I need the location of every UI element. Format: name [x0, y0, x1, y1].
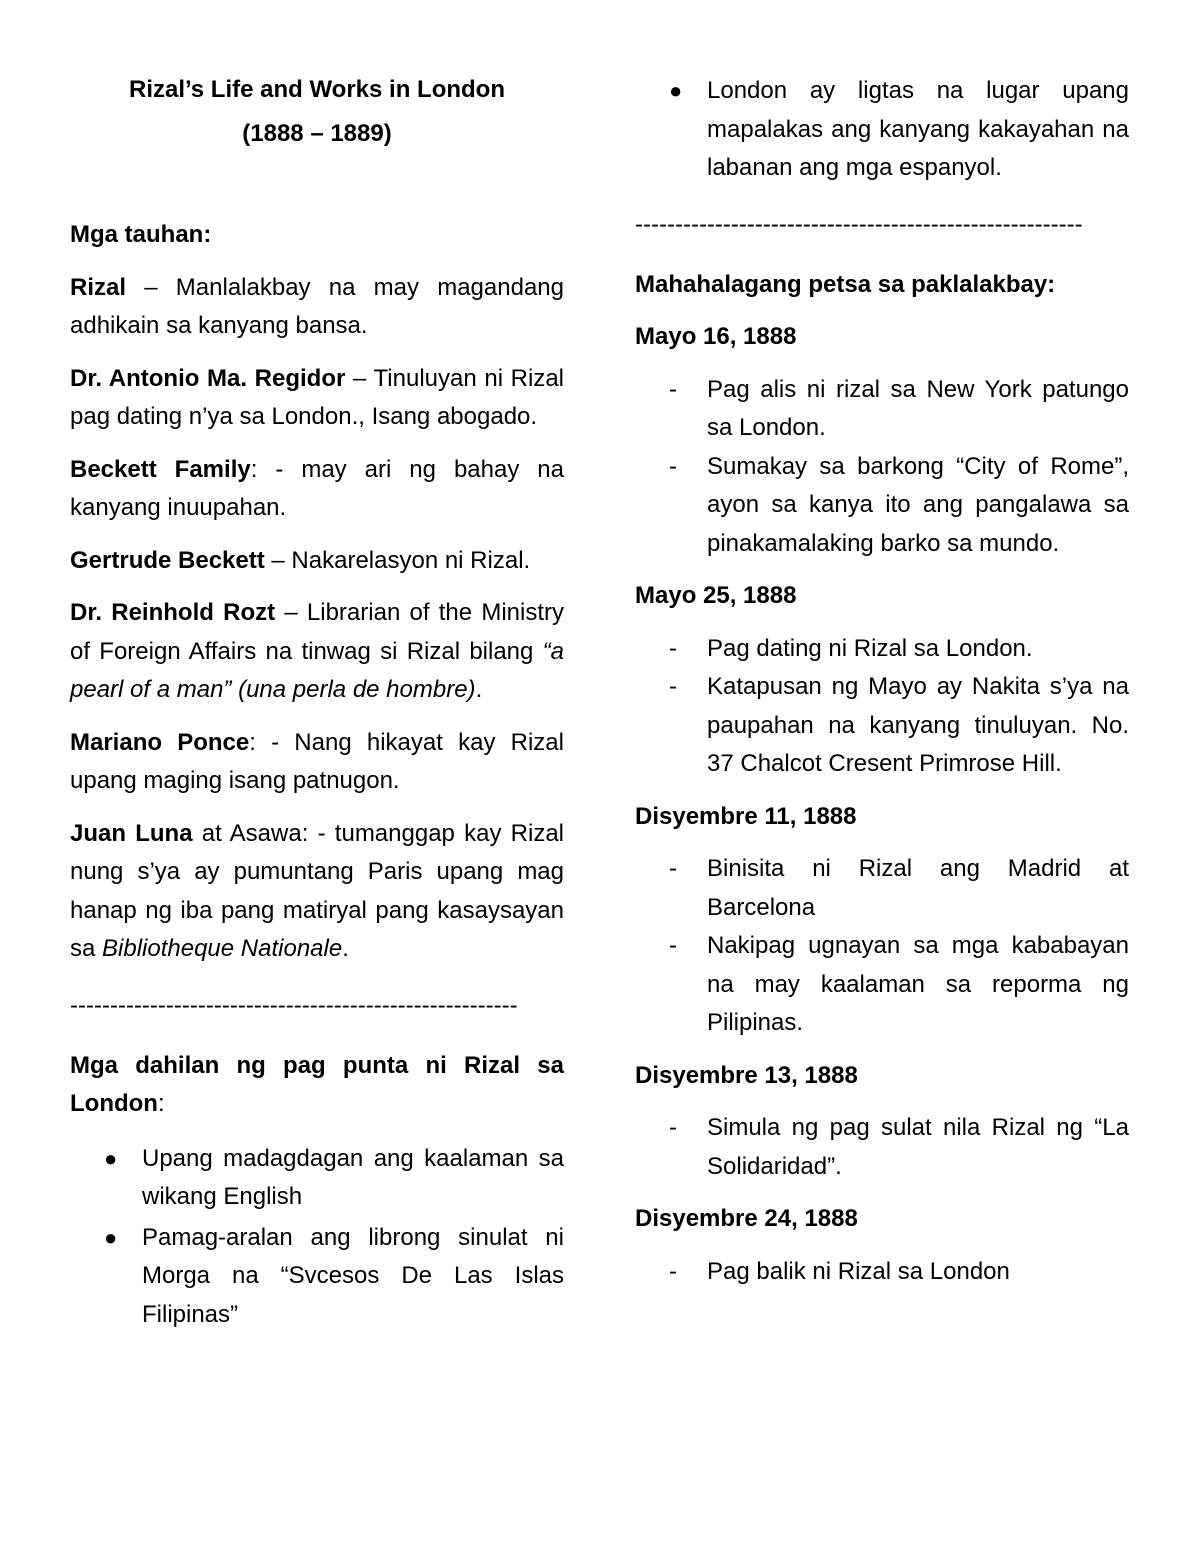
character-entry: Beckett Family: - may ari ng bahay na kanyang inuupahan. [70, 455, 565, 521]
date-heading: Mayo 25, 1888 [635, 582, 797, 609]
character-entry: Mariano Ponce: - Nang hikayat kay Rizal upang maging isang patnugon. [70, 728, 564, 794]
left-column [70, 68, 564, 1334]
list-item: - Nakipag ugnayan sa mga kababayan na may kaalaman sa reporma ng Pilipinas. [635, 927, 1129, 1043]
date-heading: Disyembre 13, 1888 [635, 1061, 858, 1089]
reasons-list-continued [635, 72, 1129, 188]
date-events-list [635, 850, 1129, 1043]
characters-heading: Mga tauhan: [70, 221, 212, 248]
date-events-list [635, 371, 1129, 564]
list-item: - Sumakay sa barkong “City of Rome”, ayon sa kanya ito ang pangalawa sa pinakamalaking barko sa mundo. [635, 448, 1129, 564]
date-heading: Disyembre 24, 1888 [635, 1205, 858, 1232]
dash-icon: - [669, 673, 677, 700]
right-column [635, 68, 1129, 1291]
reasons-list [70, 1140, 564, 1335]
list-item: - Pag dating ni Rizal sa London. [635, 630, 1129, 669]
list-item: ● Pamag-aralan ang librong sinulat ni Morga na “Svcesos De Las Islas Filipinas” [70, 1219, 564, 1335]
dash-icon: - [669, 855, 677, 882]
dash-icon: - [669, 375, 677, 403]
character-entry: Gertrude Beckett – Nakarelasyon ni Rizal. [70, 546, 531, 574]
list-item: ● Upang madagdagan ang kaalaman sa wikang English [70, 1140, 564, 1217]
list-item: - Katapusan ng Mayo ay Nakita s’ya na paupahan na kanyang tinuluyan. No. 37 Chalcot Cresent Primrose Hill. [635, 668, 1129, 784]
dash-icon: - [669, 1257, 677, 1285]
bullet-icon: ● [104, 1145, 118, 1171]
date-events-list [635, 630, 1129, 784]
document-title: Rizal’s Life and Works in London [128, 76, 506, 103]
character-entry: Rizal – Manlalakbay na may magandang adhikain sa kanyang bansa. [70, 273, 564, 339]
dash-icon: - [669, 452, 677, 480]
character-entry: Dr. Reinhold Rozt – Librarian of the Ministry of Foreign Affairs na tinwag si Rizal bilang “a pearl of a man” (una perla de hombre). [70, 599, 565, 703]
bullet-icon: ● [104, 1224, 118, 1250]
dates-heading: Mahahalagang petsa sa paklalakbay: [635, 270, 1056, 298]
dash-icon: - [669, 634, 677, 662]
date-events-list [635, 1109, 1129, 1186]
date-heading: Mayo 16, 1888 [635, 323, 797, 350]
document-subtitle: (1888 – 1889) [242, 120, 392, 147]
list-item: ● London ay ligtas na lugar upang mapalakas ang kanyang kakayahan na labanan ang mga espanyol. [635, 72, 1129, 188]
list-item: - Pag alis ni rizal sa New York patungo sa London. [635, 371, 1129, 448]
bullet-icon: ● [669, 78, 683, 103]
reasons-heading: Mga dahilan ng pag punta ni Rizal sa London: [70, 1051, 564, 1117]
section-separator: -------------------------------------------------------- [635, 210, 1083, 238]
character-entry: Juan Luna at Asawa: - tumanggap kay Rizal nung s’ya ay pumuntang Paris upang mag hanap ng iba pang matiryal pang kasaysayan sa Bibliotheque Nationale. [70, 819, 565, 962]
list-item: - Binisita ni Rizal ang Madrid at Barcelona [635, 850, 1129, 927]
character-entry: Dr. Antonio Ma. Regidor – Tinuluyan ni Rizal pag dating n’ya sa London., Isang abogado. [70, 364, 564, 430]
list-item: - Simula ng pag sulat nila Rizal ng “La Solidaridad”. [635, 1109, 1129, 1186]
date-events-list [635, 1253, 1129, 1292]
section-separator: -------------------------------------------------------- [70, 991, 518, 1019]
list-item: - Pag balik ni Rizal sa London [635, 1253, 1129, 1292]
date-heading: Disyembre 11, 1888 [635, 802, 857, 830]
dash-icon: - [669, 932, 677, 959]
dash-icon: - [669, 1114, 677, 1141]
